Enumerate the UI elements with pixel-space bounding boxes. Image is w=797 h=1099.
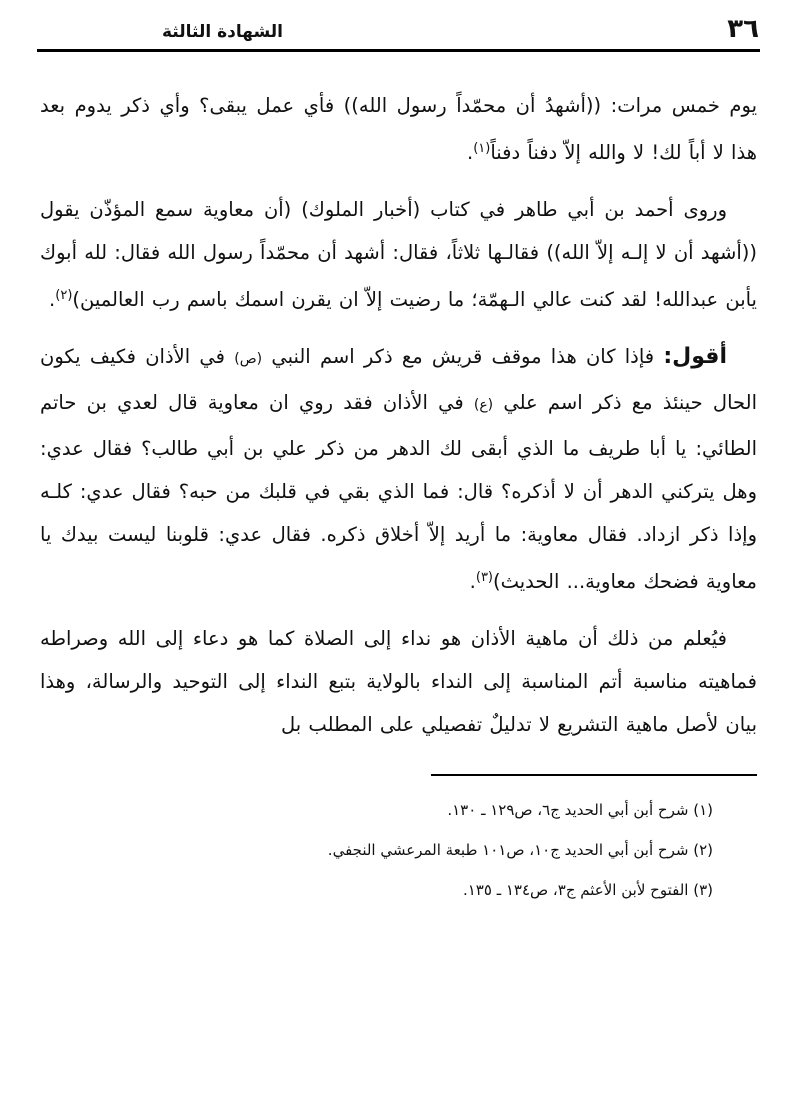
paragraph (40, 335, 757, 603)
header-title: الشهادة الثالثة (162, 22, 283, 42)
page-number: ٣٦ (727, 14, 759, 44)
text-run: في الأذان فقد روي ان معاوية قال لعدي بن حاتم الطائي: يا أبا طريف ما الذي أبقى لك الدهر من ذكر علي بن أبي طالب؟ فقال عدي: وهل يتركني الدهر أن لا أذكره؟ قال: فما الذي بقي في قلبك من حبه؟ فقال عدي: كلـه وإذا ذكر ازداد. فقال معاوية: ما أريد إلاّ أخلاق ذكره. فقال عدي: قلوبنا ليست بيدك يا معاوية فضحك معاوية... الحديث) (40, 391, 757, 593)
text-run: وروى أحمد بن أبي طاهر في كتاب (أخبار الملوك) (أن معاوية سمع المؤذّن يقول ((أشهد أن لا إلـه إلاّ الله)) فقالـها ثلاثاً، فقال: أشهد أن محمّداً رسول الله فقال: لله أبوك يأبن عبدالله! لقد كنت عالي الـهمّة؛ ما رضيت إلاّ ان يقرن اسمك باسم رب العالمين) (40, 198, 757, 311)
honorific-seal: (ص) (234, 351, 263, 367)
honorific-seal: (ع) (473, 397, 494, 413)
page-header (0, 0, 797, 42)
footnote-item: (١) شرح أبن أبي الحديد ج٦، ص١٢٩ ـ ١٣٠. (447, 801, 713, 819)
text-run: يوم خمس مرات: ((أشهدُ أن محمّداً رسول الله)) فأي عمل يبقى؟ وأي ذكر يدوم بعد هذا لا أباً لك! لا والله إلاّ دفناً دفناً (40, 94, 757, 164)
footnote-item: (٢) شرح أبن أبي الحديد ج١٠، ص١٠١ طبعة المرعشي النجفي. (327, 841, 713, 859)
footnote-ref: (٣) (475, 570, 493, 585)
paragraph (40, 84, 757, 174)
footnotes (40, 790, 713, 910)
body-text (40, 84, 757, 746)
text-run: . (467, 141, 474, 164)
text-run: . (49, 288, 56, 311)
text-run: فيُعلم من ذلك أن ماهية الأذان هو نداء إلى الصلاة كما هو دعاء إلى الله وصراطه فماهيته مناسبة أتم المناسبة إلى النداء بالولاية بتبع النداء إلى التوحيد والرسالة، وهذا بيان لأصل ماهية التشريع لا تدليلٌ تفصيلي على المطلب بل (40, 627, 757, 736)
footnote-separator (431, 774, 757, 776)
lead-word: أقول: (663, 344, 727, 369)
text-run: فإذا كان هذا موقف قريش مع ذكر اسم النبي (262, 345, 664, 368)
paragraph (40, 617, 757, 746)
text-run: . (469, 570, 476, 593)
footnote-ref: (٢) (55, 288, 73, 303)
text-run: في الأذان فكيف يكون الحال حينئذ مع ذكر اسم علي (40, 345, 757, 414)
footnote-ref: (١) (473, 141, 491, 156)
paragraph (40, 188, 757, 321)
header-rule (37, 49, 760, 52)
footnote-item: (٣) الفتوح لأبن الأعثم ج٣، ص١٣٤ ـ ١٣٥. (462, 881, 713, 899)
